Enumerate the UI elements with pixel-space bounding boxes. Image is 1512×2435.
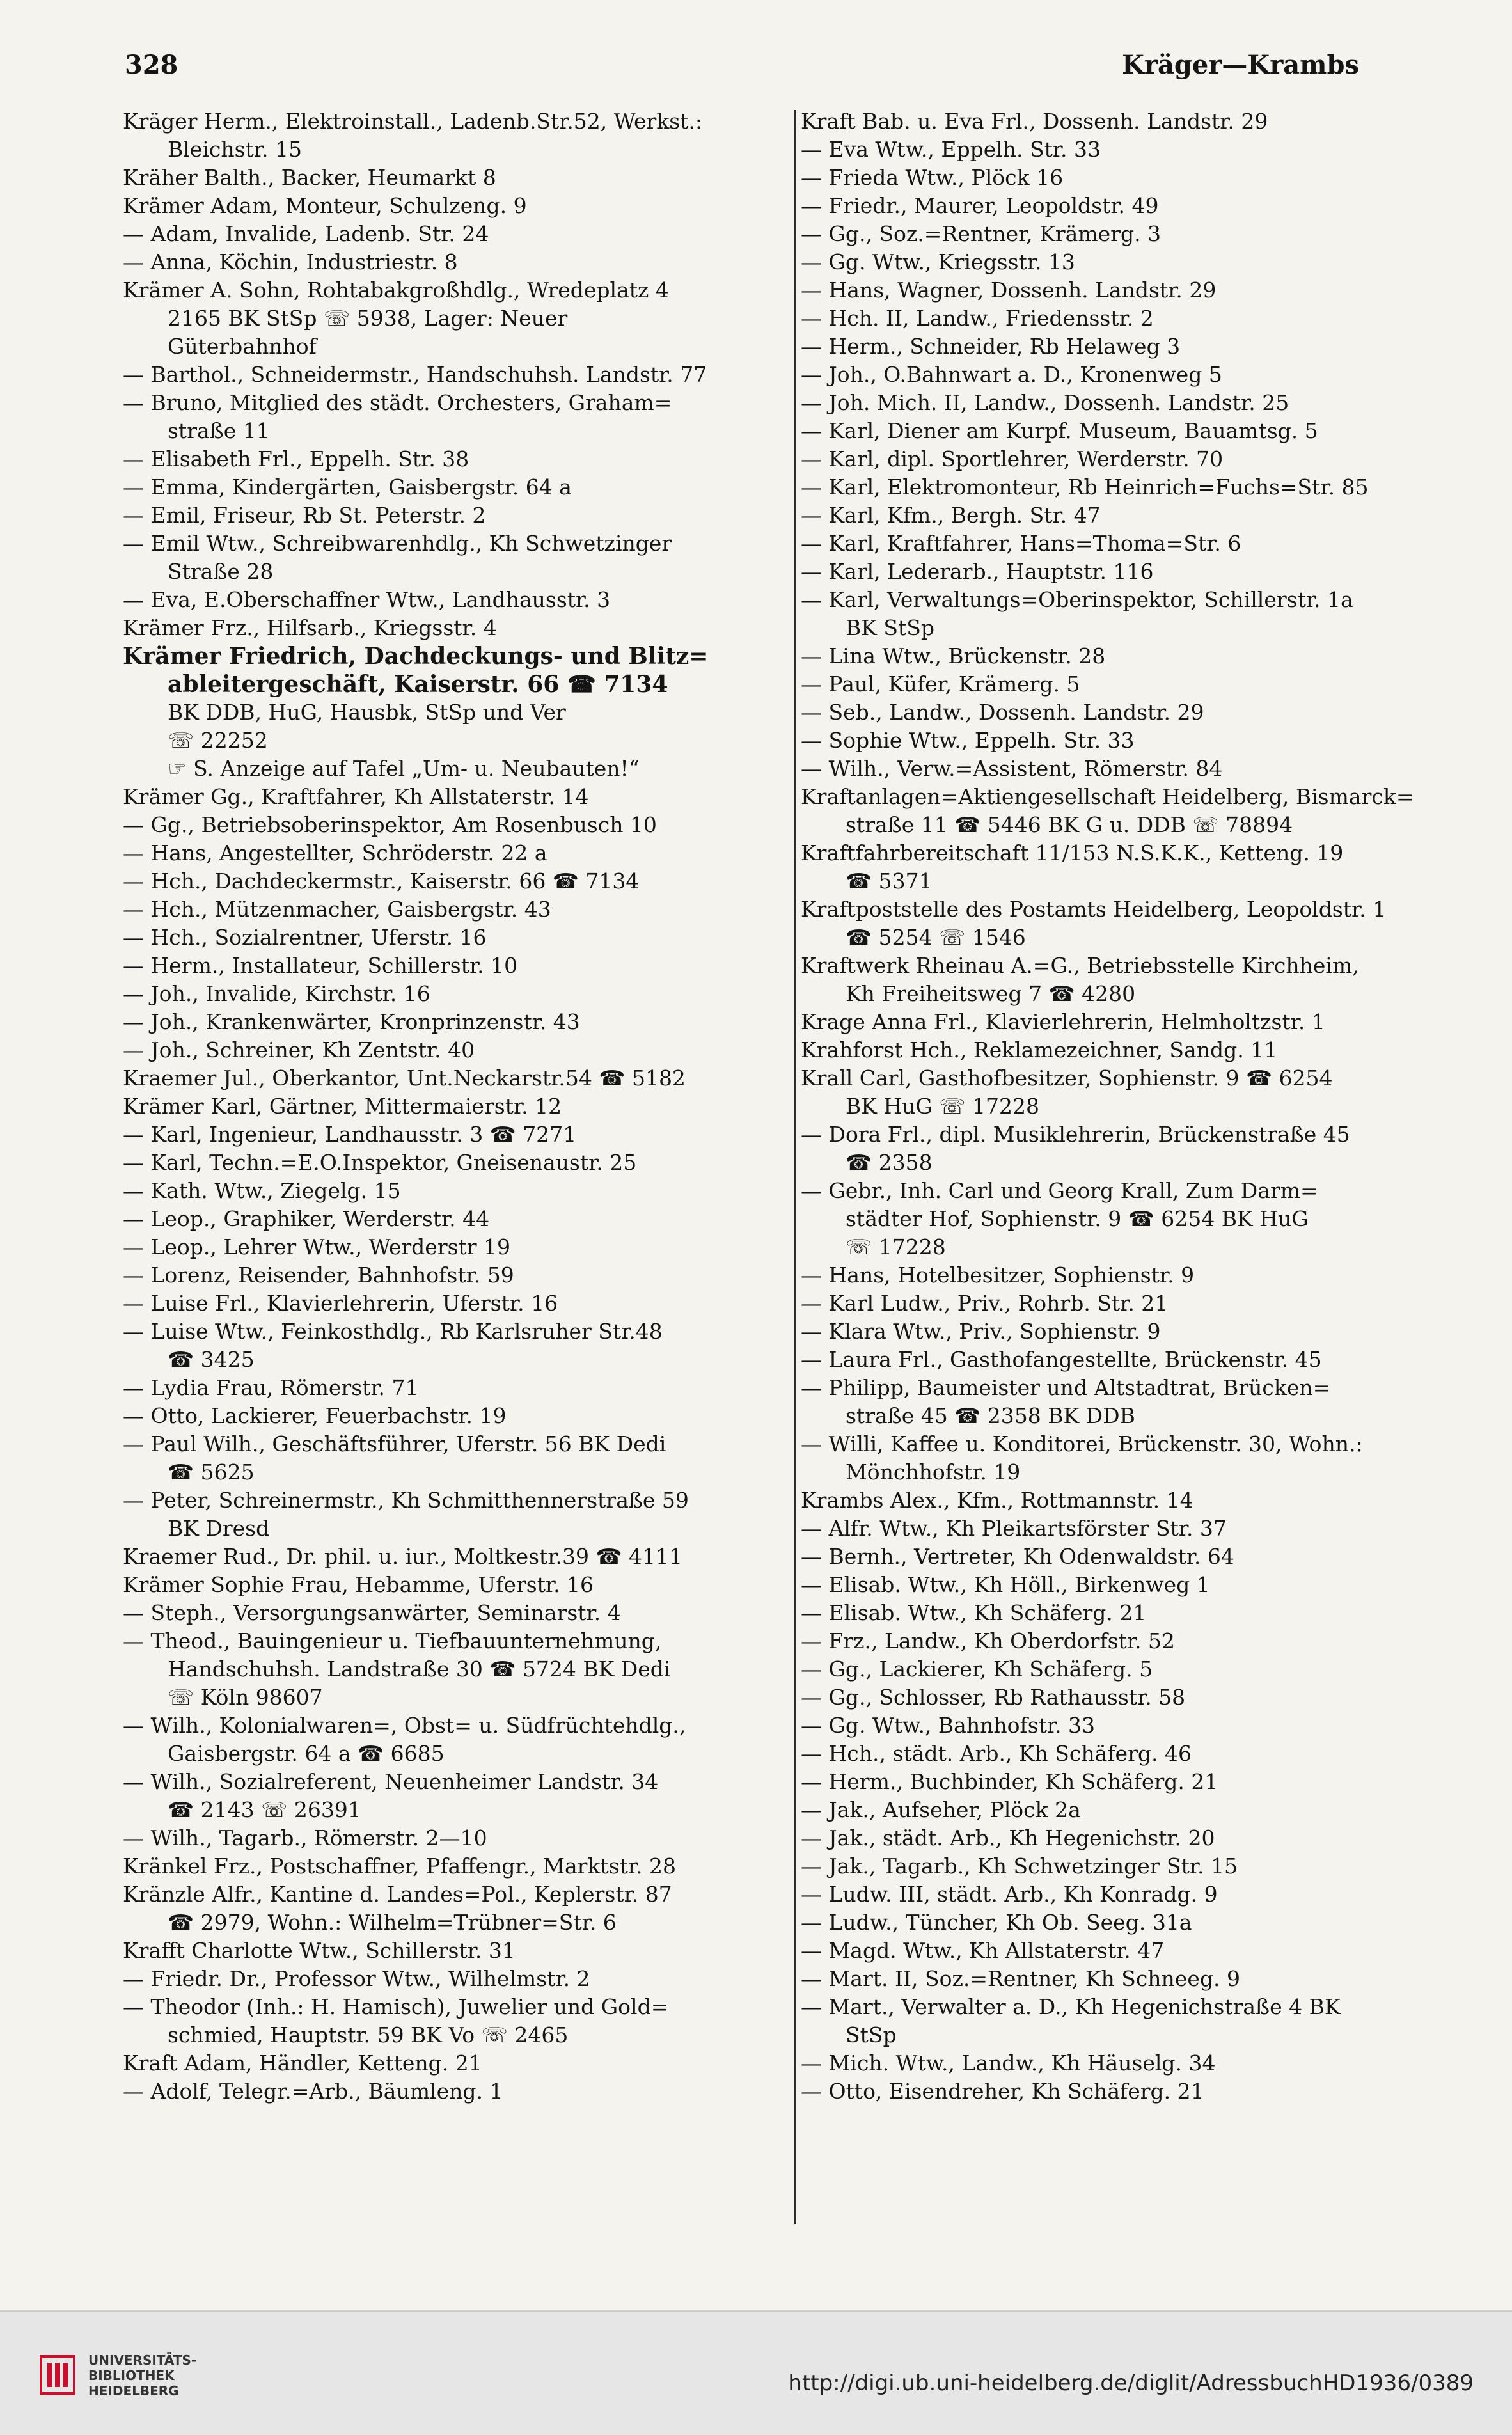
running-head: Kräger—Krambs bbox=[1122, 50, 1359, 80]
directory-entry: — Luise Wtw., Feinkosthdlg., Rb Karlsruher Str.48 bbox=[123, 1319, 663, 1344]
directory-entry: — Gg. Wtw., Kriegsstr. 13 bbox=[801, 249, 1075, 274]
directory-entry: ☎ 3425 bbox=[168, 1347, 255, 1372]
directory-entry: Kraemer Rud., Dr. phil. u. iur., Moltkestr.39 ☎ 4111 bbox=[123, 1544, 683, 1569]
directory-entry: Kraft Adam, Händler, Ketteng. 21 bbox=[123, 2051, 482, 2076]
directory-entry: — Eva Wtw., Eppelh. Str. 33 bbox=[801, 137, 1101, 162]
directory-entry: — Hans, Wagner, Dossenh. Landstr. 29 bbox=[801, 278, 1217, 303]
directory-entry: — Eva, E.Oberschaffner Wtw., Landhausstr. 3 bbox=[123, 587, 611, 612]
library-name-line2: BIBLIOTHEK bbox=[88, 2368, 175, 2383]
directory-entry: Kraftpoststelle des Postamts Heidelberg, Leopoldstr. 1 bbox=[801, 897, 1387, 922]
directory-entry: Krambs Alex., Kfm., Rottmannstr. 14 bbox=[801, 1488, 1193, 1513]
right-column bbox=[801, 107, 1414, 2106]
directory-entry: Gaisbergstr. 64 a ☎ 6685 bbox=[168, 1741, 445, 1766]
page-header bbox=[125, 50, 1359, 88]
directory-entry: — Hans, Angestellter, Schröderstr. 22 a bbox=[123, 840, 547, 865]
directory-entry: — Gg., Schlosser, Rb Rathausstr. 58 bbox=[801, 1685, 1186, 1710]
directory-entry: — Klara Wtw., Priv., Sophienstr. 9 bbox=[801, 1319, 1161, 1344]
viewer-footer bbox=[0, 2310, 1512, 2435]
directory-entry: — Herm., Schneider, Rb Helaweg 3 bbox=[801, 334, 1181, 359]
directory-entry: BK DDB, HuG, Hausbk, StSp und Ver bbox=[168, 700, 566, 725]
directory-entry: ableitergeschäft, Kaiserstr. 66 ☎ 7134 bbox=[168, 671, 668, 698]
directory-entry: — Hch., Dachdeckermstr., Kaiserstr. 66 ☎ 7134 bbox=[123, 869, 640, 894]
source-url-link[interactable]: http://digi.ub.uni-heidelberg.de/diglit/AdressbuchHD1936/0389 bbox=[788, 2370, 1474, 2396]
library-name bbox=[88, 2352, 196, 2399]
directory-entry: — Wilh., Sozialreferent, Neuenheimer Landstr. 34 bbox=[123, 1769, 659, 1794]
page-number: 328 bbox=[125, 50, 178, 80]
column-divider bbox=[794, 110, 796, 2224]
directory-entry: — Alfr. Wtw., Kh Pleikartsförster Str. 37 bbox=[801, 1516, 1227, 1541]
directory-entry: ☏ Köln 98607 bbox=[168, 1685, 323, 1710]
left-column bbox=[123, 107, 730, 2106]
directory-entry: — Peter, Schreinermstr., Kh Schmitthennerstraße 59 bbox=[123, 1488, 689, 1513]
directory-entry: — Karl, dipl. Sportlehrer, Werderstr. 70 bbox=[801, 446, 1224, 471]
directory-entry: Krage Anna Frl., Klavierlehrerin, Helmholtzstr. 1 bbox=[801, 1009, 1325, 1034]
directory-entry: — Gebr., Inh. Carl und Georg Krall, Zum Darm= bbox=[801, 1178, 1318, 1203]
directory-entry: — Willi, Kaffee u. Konditorei, Brückenstr. 30, Wohn.: bbox=[801, 1431, 1363, 1456]
directory-entry: ☎ 2143 ☏ 26391 bbox=[168, 1797, 361, 1822]
directory-entry: — Adolf, Telegr.=Arb., Bäumleng. 1 bbox=[123, 2079, 503, 2104]
directory-entry: — Barthol., Schneidermstr., Handschuhsh. Landstr. 77 bbox=[123, 362, 707, 387]
directory-entry: — Theodor (Inh.: H. Hamisch), Juwelier und Gold= bbox=[123, 1994, 669, 2019]
directory-entry: ☎ 2979, Wohn.: Wilhelm=Trübner=Str. 6 bbox=[168, 1910, 617, 1935]
directory-entry: ☎ 5625 bbox=[168, 1460, 255, 1485]
directory-entry: 2165 BK StSp ☏ 5938, Lager: Neuer bbox=[168, 306, 568, 331]
directory-entry: BK StSp bbox=[846, 615, 934, 640]
directory-entry: — Ludw., Tüncher, Kh Ob. Seeg. 31a bbox=[801, 1910, 1192, 1935]
directory-entry: — Dora Frl., dipl. Musiklehrerin, Brückenstraße 45 bbox=[801, 1122, 1350, 1147]
directory-entry: Güterbahnhof bbox=[168, 334, 317, 359]
directory-entry: — Steph., Versorgungsanwärter, Seminarstr. 4 bbox=[123, 1600, 621, 1625]
directory-entry: Krämer Sophie Frau, Hebamme, Uferstr. 16 bbox=[123, 1572, 594, 1597]
directory-entry: — Hch., Sozialrentner, Uferstr. 16 bbox=[123, 925, 487, 950]
directory-entry: — Mich. Wtw., Landw., Kh Häuselg. 34 bbox=[801, 2051, 1216, 2076]
directory-entry: Krafft Charlotte Wtw., Schillerstr. 31 bbox=[123, 1938, 516, 1963]
directory-entry: — Gg., Betriebsoberinspektor, Am Rosenbusch 10 bbox=[123, 812, 657, 837]
directory-entry: — Joh., Invalide, Kirchstr. 16 bbox=[123, 981, 430, 1006]
directory-entry: — Joh. Mich. II, Landw., Dossenh. Landstr. 25 bbox=[801, 390, 1289, 415]
directory-entry: — Emil, Friseur, Rb St. Peterstr. 2 bbox=[123, 503, 486, 528]
directory-entry: — Jak., städt. Arb., Kh Hegenichstr. 20 bbox=[801, 1825, 1215, 1850]
directory-entry: — Karl, Kraftfahrer, Hans=Thoma=Str. 6 bbox=[801, 531, 1241, 556]
directory-entry: — Friedr. Dr., Professor Wtw., Wilhelmstr. 2 bbox=[123, 1966, 590, 1991]
directory-entry: — Karl, Ingenieur, Landhausstr. 3 ☎ 7271 bbox=[123, 1122, 577, 1147]
directory-entry: — Gg. Wtw., Bahnhofstr. 33 bbox=[801, 1713, 1096, 1738]
directory-entry: straße 45 ☎ 2358 BK DDB bbox=[846, 1403, 1135, 1428]
directory-entry: Kräger Herm., Elektroinstall., Ladenb.Str.52, Werkst.: bbox=[123, 109, 703, 134]
university-logo-icon bbox=[38, 2352, 77, 2397]
directory-entry: — Herm., Installateur, Schillerstr. 10 bbox=[123, 953, 518, 978]
directory-entry: — Hch., städt. Arb., Kh Schäferg. 46 bbox=[801, 1741, 1192, 1766]
directory-entry: schmied, Hauptstr. 59 BK Vo ☏ 2465 bbox=[168, 2022, 569, 2047]
directory-entry: — Lina Wtw., Brückenstr. 28 bbox=[801, 643, 1106, 668]
library-name-line3: HEIDELBERG bbox=[88, 2383, 179, 2399]
directory-entry: — Elisab. Wtw., Kh Höll., Birkenweg 1 bbox=[801, 1572, 1210, 1597]
directory-entry: Krämer Adam, Monteur, Schulzeng. 9 bbox=[123, 193, 527, 218]
directory-entry: straße 11 ☎ 5446 BK G u. DDB ☏ 78894 bbox=[846, 812, 1293, 837]
directory-entry: — Wilh., Kolonialwaren=, Obst= u. Südfrüchtehdlg., bbox=[123, 1713, 686, 1738]
directory-entry: BK Dresd bbox=[168, 1516, 270, 1541]
directory-entry: — Paul, Küfer, Krämerg. 5 bbox=[801, 672, 1080, 697]
directory-entry: — Lorenz, Reisender, Bahnhofstr. 59 bbox=[123, 1263, 514, 1288]
directory-entry: ☞ S. Anzeige auf Tafel „Um- u. Neubauten!“ bbox=[168, 756, 640, 781]
directory-entry: — Frz., Landw., Kh Oberdorfstr. 52 bbox=[801, 1628, 1175, 1653]
directory-entry: Kraftwerk Rheinau A.=G., Betriebsstelle Kirchheim, bbox=[801, 953, 1359, 978]
directory-entry: ☎ 5254 ☏ 1546 bbox=[846, 925, 1026, 950]
directory-entry: — Magd. Wtw., Kh Allstaterstr. 47 bbox=[801, 1938, 1165, 1963]
directory-entry: Krämer Karl, Gärtner, Mittermaierstr. 12 bbox=[123, 1094, 562, 1119]
directory-entry: — Hans, Hotelbesitzer, Sophienstr. 9 bbox=[801, 1263, 1195, 1288]
directory-entry: Krämer Frz., Hilfsarb., Kriegsstr. 4 bbox=[123, 615, 497, 640]
directory-entry: Mönchhofstr. 19 bbox=[846, 1460, 1021, 1485]
directory-entry: BK HuG ☏ 17228 bbox=[846, 1094, 1040, 1119]
directory-entry: — Gg., Soz.=Rentner, Krämerg. 3 bbox=[801, 221, 1162, 246]
directory-entry: — Bernh., Vertreter, Kh Odenwaldstr. 64 bbox=[801, 1544, 1234, 1569]
directory-entry: StSp bbox=[846, 2022, 897, 2047]
directory-entry: — Karl Ludw., Priv., Rohrb. Str. 21 bbox=[801, 1291, 1169, 1316]
directory-entry: — Anna, Köchin, Industriestr. 8 bbox=[123, 249, 458, 274]
directory-entry: — Hch., Mützenmacher, Gaisbergstr. 43 bbox=[123, 897, 551, 922]
directory-entry: Krämer A. Sohn, Rohtabakgroßhdlg., Wredeplatz 4 bbox=[123, 278, 669, 303]
directory-entry: — Mart., Verwalter a. D., Kh Hegenichstraße 4 BK bbox=[801, 1994, 1341, 2019]
directory-entry: — Sophie Wtw., Eppelh. Str. 33 bbox=[801, 728, 1135, 753]
directory-entry: — Karl, Verwaltungs=Oberinspektor, Schillerstr. 1a bbox=[801, 587, 1353, 612]
directory-entry: — Friedr., Maurer, Leopoldstr. 49 bbox=[801, 193, 1159, 218]
library-name-line1: UNIVERSITÄTS- bbox=[88, 2352, 197, 2368]
directory-entry: — Karl, Kfm., Bergh. Str. 47 bbox=[801, 503, 1101, 528]
directory-entry: Krahforst Hch., Reklamezeichner, Sandg. 11 bbox=[801, 1037, 1278, 1062]
directory-entry: — Hch. II, Landw., Friedensstr. 2 bbox=[801, 306, 1154, 331]
directory-entry: — Theod., Bauingenieur u. Tiefbauunternehmung, bbox=[123, 1628, 662, 1653]
directory-entry: ☏ 17228 bbox=[846, 1234, 946, 1259]
directory-entry: — Elisabeth Frl., Eppelh. Str. 38 bbox=[123, 446, 469, 471]
directory-entry: — Ludw. III, städt. Arb., Kh Konradg. 9 bbox=[801, 1882, 1218, 1907]
directory-entry: — Joh., Schreiner, Kh Zentstr. 40 bbox=[123, 1037, 475, 1062]
directory-entry: Kraemer Jul., Oberkantor, Unt.Neckarstr.54 ☎ 5182 bbox=[123, 1066, 686, 1091]
directory-entry: — Elisab. Wtw., Kh Schäferg. 21 bbox=[801, 1600, 1147, 1625]
directory-entry: — Joh., Krankenwärter, Kronprinzenstr. 43 bbox=[123, 1009, 580, 1034]
directory-entry: — Emil Wtw., Schreibwarenhdlg., Kh Schwetzinger bbox=[123, 531, 672, 556]
directory-entry: — Emma, Kindergärten, Gaisbergstr. 64 a bbox=[123, 475, 572, 500]
directory-entry: — Otto, Eisendreher, Kh Schäferg. 21 bbox=[801, 2079, 1204, 2104]
directory-entry: — Herm., Buchbinder, Kh Schäferg. 21 bbox=[801, 1769, 1218, 1794]
directory-entry: Krall Carl, Gasthofbesitzer, Sophienstr. 9 ☎ 6254 bbox=[801, 1066, 1333, 1091]
directory-entry: Kränkel Frz., Postschaffner, Pfaffengr., Marktstr. 28 bbox=[123, 1854, 676, 1879]
directory-entry: ☎ 5371 bbox=[846, 869, 933, 894]
directory-entry: — Adam, Invalide, Ladenb. Str. 24 bbox=[123, 221, 489, 246]
directory-entry: — Mart. II, Soz.=Rentner, Kh Schneeg. 9 bbox=[801, 1966, 1240, 1991]
directory-entry: — Karl, Techn.=E.O.Inspektor, Gneisenaustr. 25 bbox=[123, 1150, 637, 1175]
directory-entry: — Leop., Graphiker, Werderstr. 44 bbox=[123, 1206, 490, 1231]
directory-entry: Kränzle Alfr., Kantine d. Landes=Pol., Keplerstr. 87 bbox=[123, 1882, 672, 1907]
directory-entry: Straße 28 bbox=[168, 559, 274, 584]
directory-entry: — Kath. Wtw., Ziegelg. 15 bbox=[123, 1178, 401, 1203]
directory-entry: — Jak., Aufseher, Plöck 2a bbox=[801, 1797, 1081, 1822]
directory-entry: — Otto, Lackierer, Feuerbachstr. 19 bbox=[123, 1403, 507, 1428]
directory-columns bbox=[123, 107, 1414, 2237]
directory-entry: — Philipp, Baumeister und Altstadtrat, Brücken= bbox=[801, 1375, 1331, 1400]
directory-entry: — Jak., Tagarb., Kh Schwetzinger Str. 15 bbox=[801, 1854, 1238, 1879]
directory-entry: — Joh., O.Bahnwart a. D., Kronenweg 5 bbox=[801, 362, 1222, 387]
directory-entry: — Seb., Landw., Dossenh. Landstr. 29 bbox=[801, 700, 1204, 725]
directory-entry: Krämer Gg., Kraftfahrer, Kh Allstaterstr. 14 bbox=[123, 784, 589, 809]
directory-entry: Kraft Bab. u. Eva Frl., Dossenh. Landstr. 29 bbox=[801, 109, 1268, 134]
directory-entry: städter Hof, Sophienstr. 9 ☎ 6254 BK HuG bbox=[846, 1206, 1309, 1231]
directory-entry: Kräher Balth., Backer, Heumarkt 8 bbox=[123, 165, 496, 190]
directory-entry: Bleichstr. 15 bbox=[168, 137, 302, 162]
directory-entry: — Wilh., Tagarb., Römerstr. 2—10 bbox=[123, 1825, 487, 1850]
directory-entry: — Wilh., Verw.=Assistent, Römerstr. 84 bbox=[801, 756, 1223, 781]
directory-entry: straße 11 bbox=[168, 418, 270, 443]
directory-entry: — Gg., Lackierer, Kh Schäferg. 5 bbox=[801, 1657, 1153, 1682]
directory-entry: — Paul Wilh., Geschäftsführer, Uferstr. 56 BK Dedi bbox=[123, 1431, 666, 1456]
directory-entry: — Bruno, Mitglied des städt. Orchesters, Graham= bbox=[123, 390, 672, 415]
directory-entry: ☏ 22252 bbox=[168, 728, 268, 753]
directory-entry: Kraftanlagen=Aktiengesellschaft Heidelberg, Bismarck= bbox=[801, 784, 1414, 809]
directory-entry: — Frieda Wtw., Plöck 16 bbox=[801, 165, 1064, 190]
directory-entry: Handschuhsh. Landstraße 30 ☎ 5724 BK Dedi bbox=[168, 1657, 671, 1682]
directory-entry: — Leop., Lehrer Wtw., Werderstr 19 bbox=[123, 1234, 511, 1259]
directory-entry: Kraftfahrbereitschaft 11/153 N.S.K.K., Ketteng. 19 bbox=[801, 840, 1344, 865]
directory-entry: — Luise Frl., Klavierlehrerin, Uferstr. 16 bbox=[123, 1291, 558, 1316]
directory-entry: Krämer Friedrich, Dachdeckungs- und Blitz= bbox=[123, 643, 709, 670]
directory-entry: — Laura Frl., Gasthofangestellte, Brückenstr. 45 bbox=[801, 1347, 1322, 1372]
directory-entry: — Lydia Frau, Römerstr. 71 bbox=[123, 1375, 419, 1400]
directory-entry: — Karl, Elektromonteur, Rb Heinrich=Fuchs=Str. 85 bbox=[801, 475, 1369, 500]
directory-entry: ☎ 2358 bbox=[846, 1150, 933, 1175]
directory-entry: Kh Freiheitsweg 7 ☎ 4280 bbox=[846, 981, 1136, 1006]
directory-entry: — Karl, Diener am Kurpf. Museum, Bauamtsg. 5 bbox=[801, 418, 1318, 443]
directory-entry: — Karl, Lederarb., Hauptstr. 116 bbox=[801, 559, 1154, 584]
